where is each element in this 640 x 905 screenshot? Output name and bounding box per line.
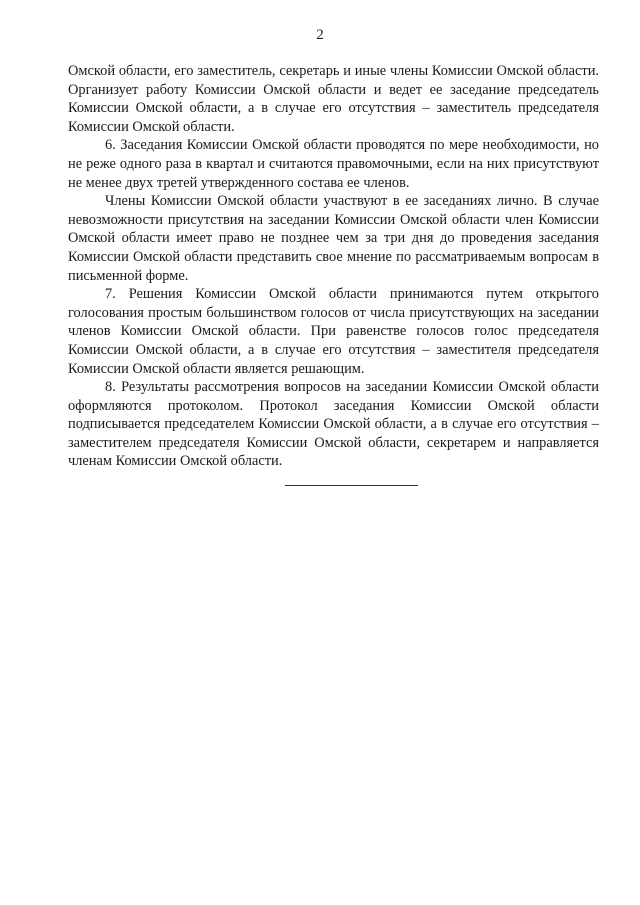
paragraph-item-6: 6. Заседания Комиссии Омской области проводятся по мере необходимости, но не реже одного раза в квартал и считаются правомочными, если на них присутствуют не менее двух третей утвержденного состава ее членов.	[68, 137, 599, 191]
document-body	[68, 62, 599, 471]
paragraph-item-8: 8. Результаты рассмотрения вопросов на заседании Комиссии Омской области оформляются протоколом. Протокол заседания Комиссии Омской области подписывается председателем Комиссии Омской области, а в случае его отсутствия – заместителем председателя Комиссии Омской области, секретарем и направляется членам Комиссии Омской области.	[68, 379, 599, 470]
page-number: 2	[316, 27, 324, 43]
paragraph-continuation: Омской области, его заместитель, секретарь и иные члены Комиссии Омской области. Организует работу Комиссии Омской области и ведет ее заседание председатель Комиссии Омской области, а в случае его отсутствия – заместитель председателя Комиссии Омской области.	[68, 63, 599, 135]
paragraph-item-7: 7. Решения Комиссии Омской области принимаются путем открытого голосования простым большинством голосов от числа присутствующих на заседании членов Комиссии Омской области. При равенстве голосов голос председателя Комиссии Омской области, а в случае его отсутствия – заместителя председателя Комиссии Омской области является решающим.	[68, 286, 599, 377]
paragraph-members-attendance: Члены Комиссии Омской области участвуют в ее заседаниях лично. В случае невозможности присутствия на заседании Комиссии Омской области член Комиссии Омской области имеет право не позднее чем за три дня до проведения заседания Комиссии Омской области представить свое мнение по рассматриваемым вопросам в письменной форме.	[68, 193, 599, 284]
end-of-document-rule	[285, 485, 418, 486]
